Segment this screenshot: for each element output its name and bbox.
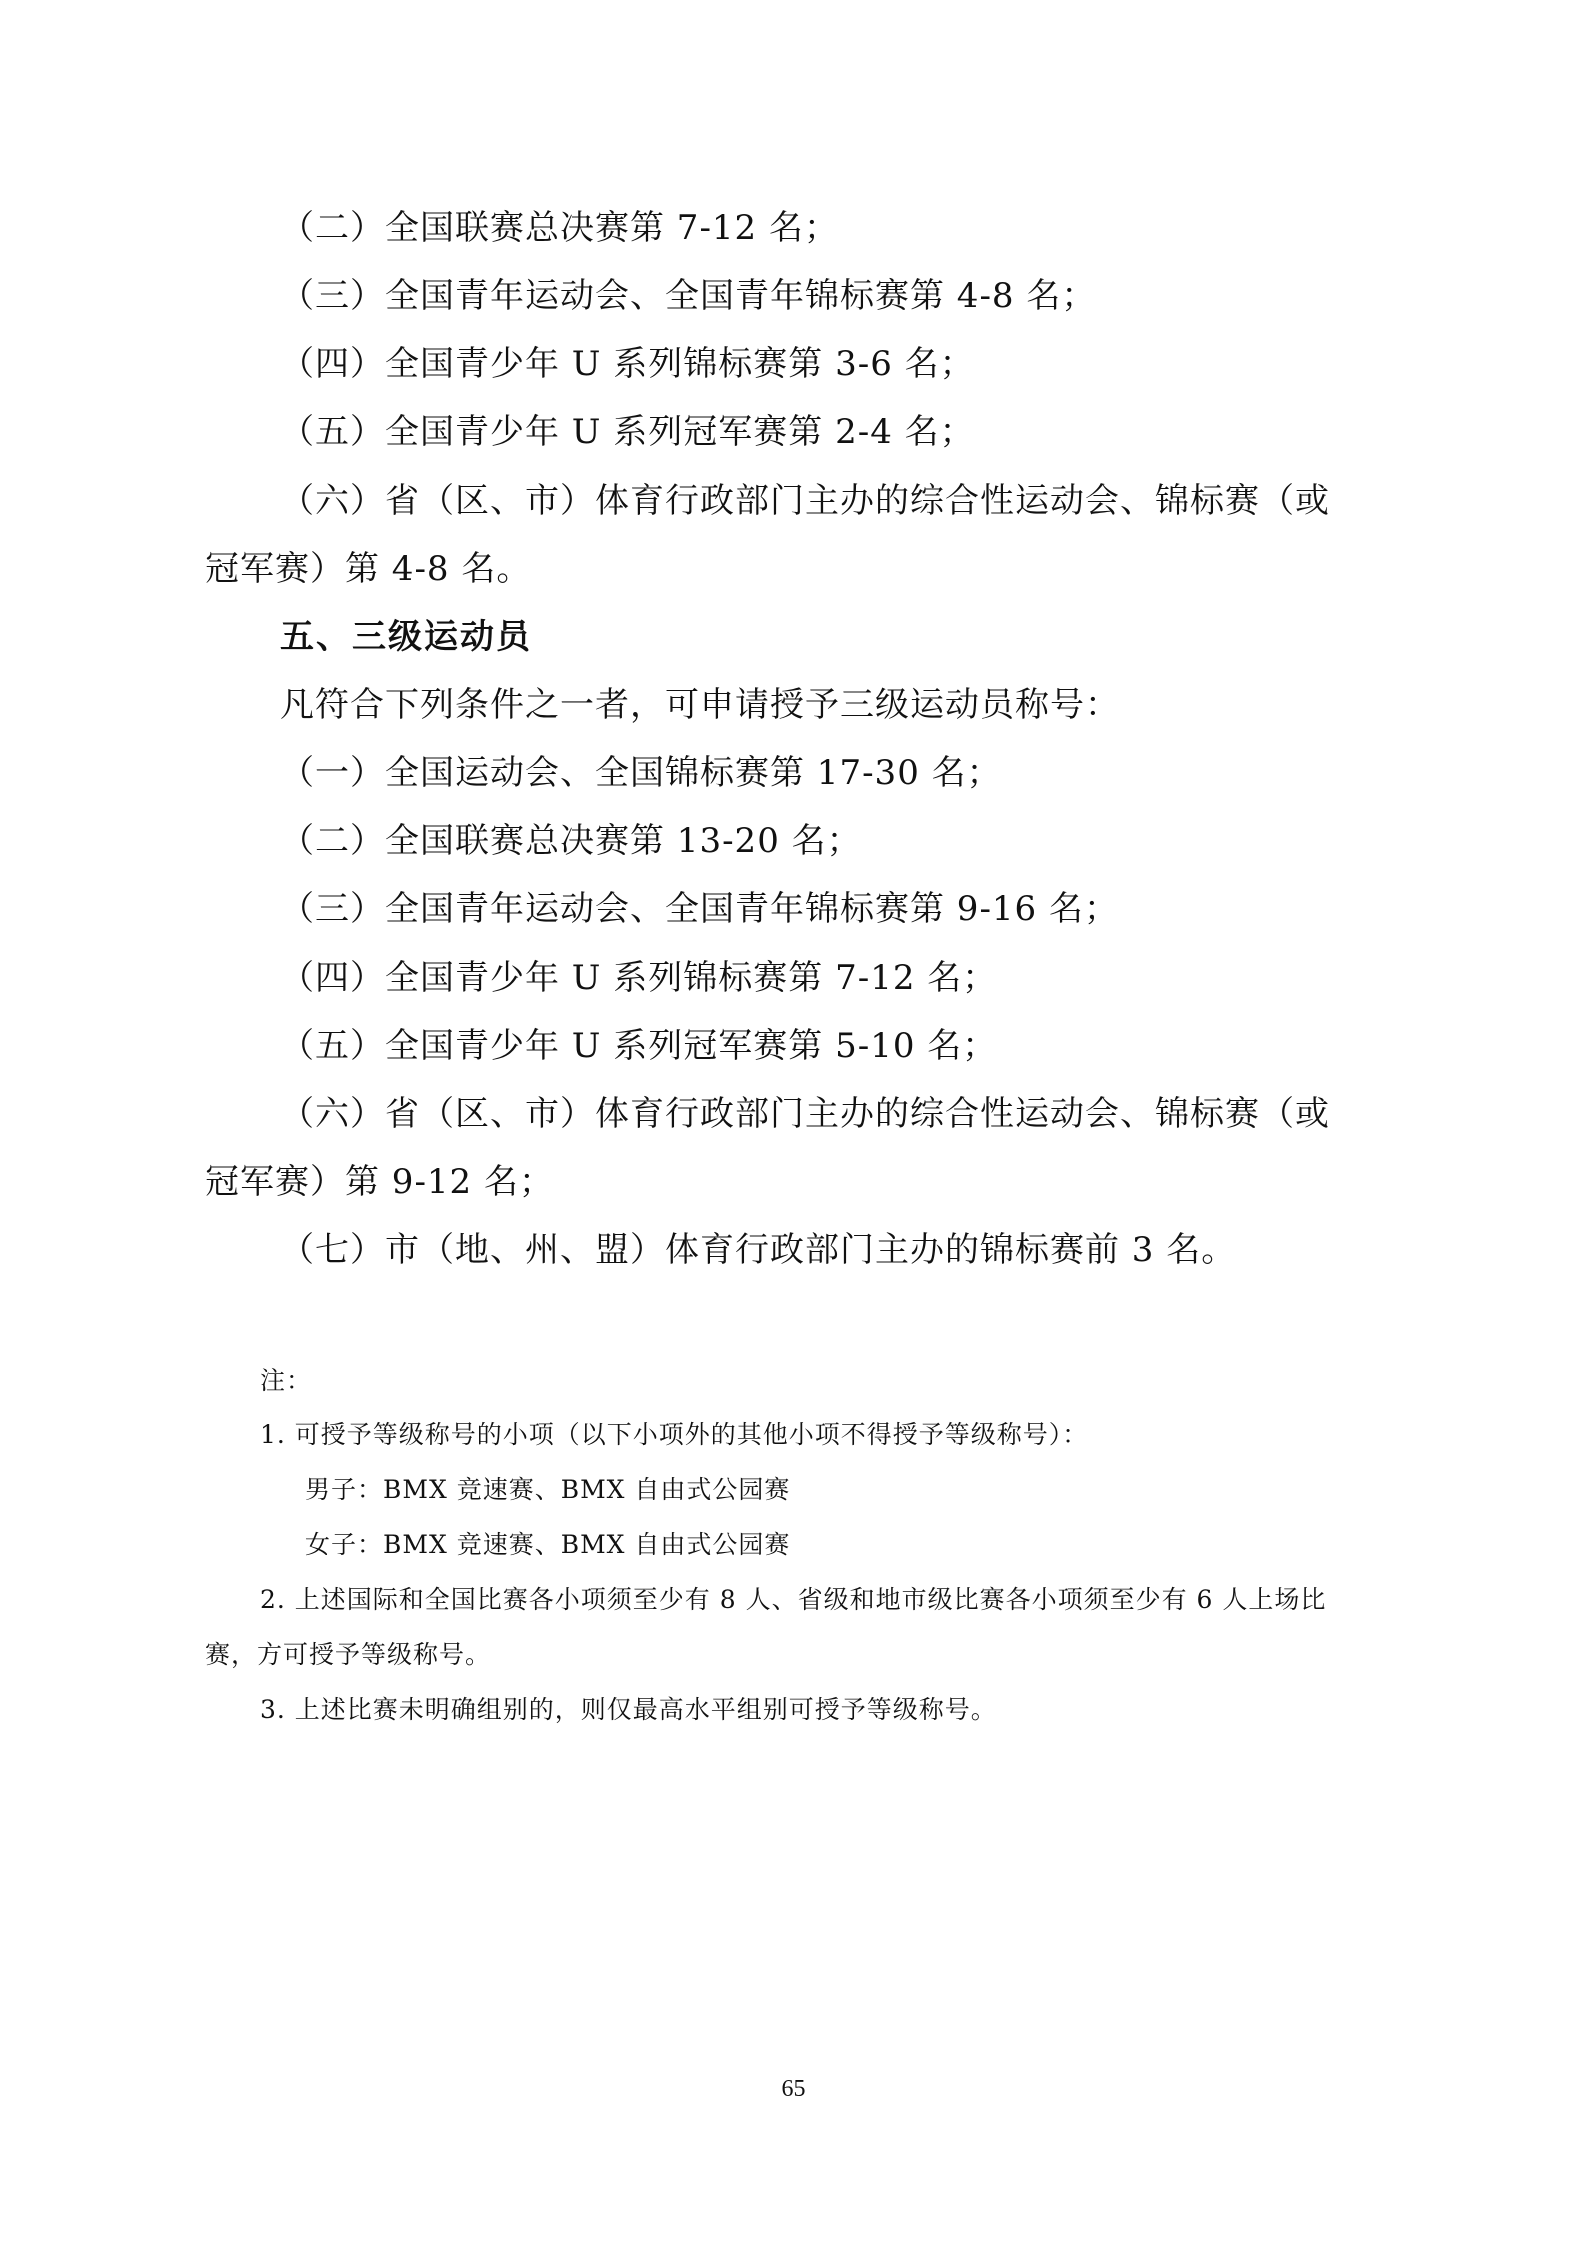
list-item: （二）全国联赛总决赛第 13-20 名； — [280, 821, 862, 861]
list-item: （四）全国青少年 U 系列锦标赛第 3-6 名； — [280, 344, 975, 384]
note-subitem: 女子：BMX 竞速赛、BMX 自由式公园赛 — [305, 1530, 791, 1559]
list-item: （六）省（区、市）体育行政部门主办的综合性运动会、锦标赛（或 — [280, 481, 1330, 521]
list-item-continuation: 冠军赛）第 9-12 名； — [205, 1162, 554, 1202]
note-subitem: 男子：BMX 竞速赛、BMX 自由式公园赛 — [305, 1475, 791, 1504]
list-item: （三）全国青年运动会、全国青年锦标赛第 9-16 名； — [280, 889, 1119, 929]
note-item-continuation: 赛，方可授予等级称号。 — [205, 1640, 492, 1669]
list-item: （六）省（区、市）体育行政部门主办的综合性运动会、锦标赛（或 — [280, 1094, 1330, 1134]
list-item: （四）全国青少年 U 系列锦标赛第 7-12 名； — [280, 958, 998, 998]
list-item: （五）全国青少年 U 系列冠军赛第 5-10 名； — [280, 1026, 998, 1066]
page-number: 65 — [781, 2076, 806, 2102]
list-item: （七）市（地、州、盟）体育行政部门主办的锦标赛前 3 名。 — [280, 1230, 1237, 1270]
notes-label: 注： — [260, 1366, 313, 1395]
list-item: （一）全国运动会、全国锦标赛第 17-30 名； — [280, 753, 1002, 793]
section-intro: 凡符合下列条件之一者，可申请授予三级运动员称号： — [280, 685, 1120, 725]
list-item: （二）全国联赛总决赛第 7-12 名； — [280, 208, 839, 248]
note-item: 2. 上述国际和全国比赛各小项须至少有 8 人、省级和地市级比赛各小项须至少有 6 人上场比 — [260, 1585, 1327, 1614]
note-item: 3. 上述比赛未明确组别的，则仅最高水平组别可授予等级称号。 — [260, 1695, 997, 1724]
note-item: 1. 可授予等级称号的小项（以下小项外的其他小项不得授予等级称号）： — [260, 1420, 1089, 1449]
list-item: （三）全国青年运动会、全国青年锦标赛第 4-8 名； — [280, 276, 1097, 316]
section-heading: 五、三级运动员 — [280, 617, 532, 657]
list-item-continuation: 冠军赛）第 4-8 名。 — [205, 549, 532, 589]
list-item: （五）全国青少年 U 系列冠军赛第 2-4 名； — [280, 412, 975, 452]
